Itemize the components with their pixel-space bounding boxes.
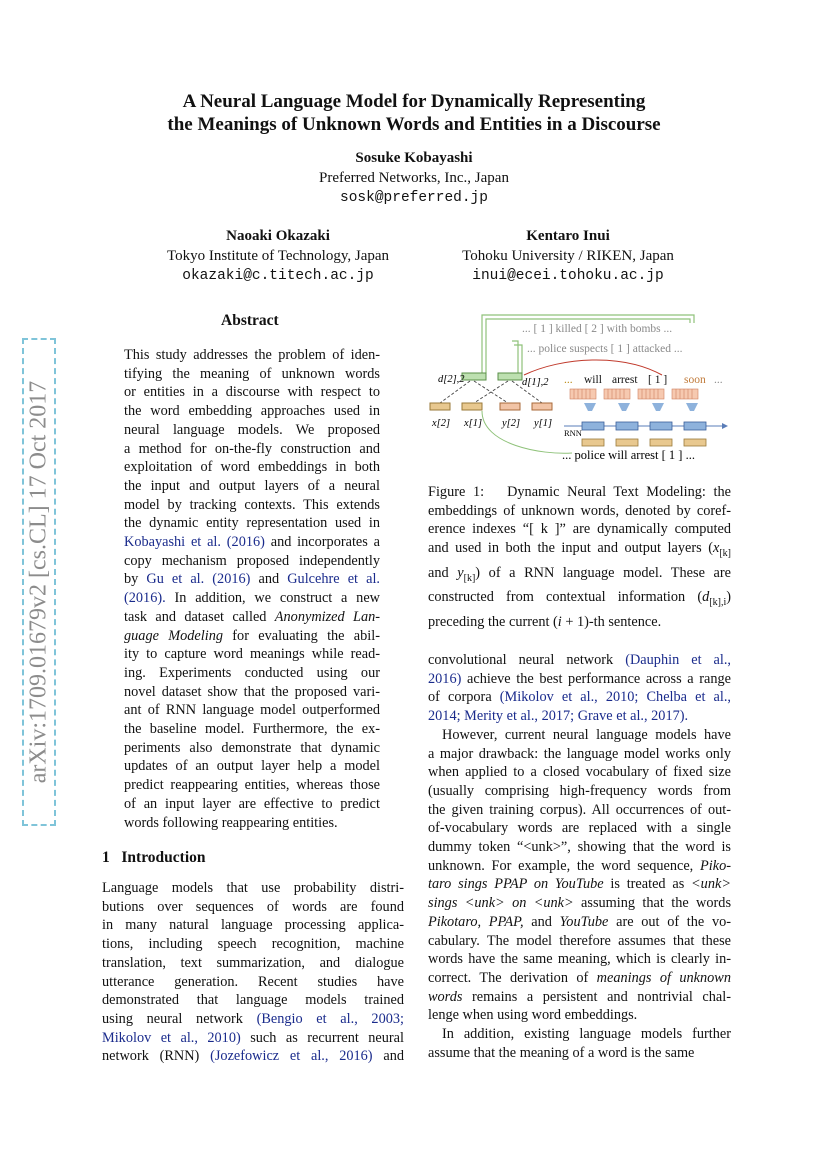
citation-link[interactable]: (Mikolov et al., 2010; <box>499 689 639 706</box>
abstract-line: Kobayashi et al. (2016) and incorporates a <box>124 534 380 551</box>
citation-link[interactable]: (Jozefowicz et al., 2016) <box>210 1048 373 1065</box>
author-name: Kentaro Inui <box>526 228 610 244</box>
author-affiliation: Tohoku University / RIKEN, Japan <box>462 248 674 264</box>
row-token: soon <box>684 374 706 386</box>
intro-line: in many natural language processing applica- <box>102 917 404 934</box>
input-box <box>650 439 672 446</box>
d-box-1 <box>498 373 522 380</box>
attention-funnels <box>584 403 698 411</box>
citation-link[interactable]: Kobayashi et al. (2016) <box>124 534 265 551</box>
row-token: will <box>584 374 602 386</box>
x-label-1: x[1] <box>464 418 483 429</box>
citation-link[interactable]: Gu et al. (2016) <box>146 571 251 588</box>
abstract-line: the input and output layers of a neural <box>124 477 380 494</box>
author-name: Sosuke Kobayashi <box>355 150 473 166</box>
input-box <box>684 439 706 446</box>
citation-link[interactable]: Chelba et al., <box>646 689 731 706</box>
abstract-body <box>124 346 380 832</box>
abstract-line: a method for on-the-fly construction and <box>124 440 380 457</box>
citation-link[interactable]: 2016) <box>428 670 462 687</box>
abstract-line: tifying the meaning of unknown words <box>124 365 380 382</box>
abstract-line: the baseline model. Furthermore, the ex- <box>124 721 380 738</box>
abstract-line: the word embedding approaches used in <box>124 403 380 420</box>
abstract-line: model by tracking contexts. This extends <box>124 496 380 513</box>
current-sentence: ... police will arrest [ 1 ] ... <box>562 448 695 462</box>
intro-line: demonstrated that language models trained <box>102 992 404 1009</box>
abstract-line: neural language models. We proposed <box>124 421 380 438</box>
section-title: Introduction <box>121 849 206 866</box>
section-number: 1 <box>102 849 110 866</box>
context-sentence-2: ... police suspects [ 1 ] attacked ... <box>527 343 683 355</box>
abstract-line: updates of an output layer help a model <box>124 758 380 775</box>
intro-line: tions, including speech recognition, machine <box>102 936 404 953</box>
author-block-3 <box>418 226 718 286</box>
author-email[interactable]: inui@ecei.tohoku.ac.jp <box>472 268 664 284</box>
figure-1-diagram <box>422 305 740 470</box>
figure-1-caption: Figure 1: Dynamic Neural Text Modeling: the embeddings of unknown words, denoted by coref- erence indexes “[ k ]” are dynamically computed and used in both the input and output layers ($x_{[k]}$ and $y_{[k]}$) of a RNN language model. These are constructed from contextual information $(d_{[k],i})$ preceding the current (i + 1)-th sentence. <box>428 484 731 630</box>
title-line-1: A Neural Language Model for Dynamically Representing <box>182 91 646 112</box>
abstract-line: or entities in a discourse with respect to <box>124 384 380 401</box>
x-box-2 <box>430 403 450 410</box>
d-label-2: d[2],2 <box>438 374 465 385</box>
author-block-1 <box>214 148 614 208</box>
intro-line: Language models that use probability distri- <box>102 880 404 896</box>
abstract-line: copy mechanism proposed independently <box>124 552 380 569</box>
introduction-body <box>102 879 404 1066</box>
input-box <box>616 439 638 446</box>
author-name: Naoaki Okazaki <box>226 228 330 244</box>
citation-link[interactable]: Merity et al., 2017; <box>464 708 575 725</box>
abstract-line: by Gu et al. (2016) and Gulcehre et al. <box>124 571 380 588</box>
intro-line: butions over sequences of words are found <box>102 898 404 915</box>
abstract-line: ing. Experiments conducted using our <box>124 664 380 681</box>
rnn-label: RNN <box>564 428 582 438</box>
section-heading-introduction <box>102 849 206 867</box>
citation-link[interactable]: (2016). <box>124 590 166 607</box>
y-box-1 <box>532 403 552 410</box>
caption-label: Figure 1: <box>428 484 485 500</box>
title-line-2: the Meanings of Unknown Words and Entities in a Discourse <box>167 114 661 135</box>
rnn-cell <box>616 422 638 430</box>
rnn-cell <box>650 422 672 430</box>
abstract-line: exploitation of word embeddings in both <box>124 459 380 476</box>
y-box-2 <box>500 403 520 410</box>
intro-line: utterance generation. Recent studies have <box>102 973 404 990</box>
row-token: [ 1 ] <box>648 374 668 386</box>
abstract-line: guage Modeling for evaluating the abil- <box>124 627 381 644</box>
rnn-arrowhead <box>722 423 728 429</box>
x-box-1 <box>462 403 482 410</box>
citation-link[interactable]: (Bengio et al., 2003; <box>256 1010 404 1027</box>
abstract-line: periments also demonstrate that dynamic <box>124 739 380 756</box>
intro-line: network (RNN) (Jozefowicz et al., 2016) and <box>102 1048 404 1065</box>
intro-line: Mikolov et al., 2010) such as recurrent neural <box>102 1029 404 1046</box>
row-token: ... <box>714 374 723 386</box>
citation-link[interactable]: (Dauphin et al., <box>625 652 732 668</box>
abstract-line: words following reappearing entities. <box>124 814 338 831</box>
intro-line: using neural network (Bengio et al., 2003; <box>102 1010 404 1027</box>
rnn-cell <box>582 422 604 430</box>
citation-link[interactable]: 2014; <box>428 708 461 725</box>
row-token: arrest <box>612 374 638 386</box>
feedback-line <box>512 341 518 373</box>
output-distribution <box>570 389 698 399</box>
abstract-line: task and dataset called Anonymized Lan- <box>124 608 381 625</box>
author-email[interactable]: sosk@preferred.jp <box>340 190 488 206</box>
abstract-line: of an input layer are effective to predict <box>124 795 380 812</box>
abstract-line: (2016). In addition, we construct a new <box>124 590 381 607</box>
abstract-line: ity to capture word meanings while read- <box>124 646 380 663</box>
entity-arc <box>524 360 662 375</box>
citation-link[interactable]: Mikolov et al., 2010) <box>102 1029 241 1046</box>
intro-line: translation, text summarization, and dialogue <box>102 954 404 971</box>
arxiv-identifier-box[interactable] <box>22 338 56 826</box>
context-sentence-1: ... [ 1 ] killed [ 2 ] with bombs ... <box>522 323 673 335</box>
arxiv-identifier[interactable]: arXiv:1709.01679v2 [cs.CL] 17 Oct 2017 <box>25 380 52 784</box>
y-label-2: y[2] <box>502 418 521 429</box>
abstract-line: the dynamic entity representation used in <box>124 515 380 532</box>
y-label-1: y[1] <box>534 418 553 429</box>
abstract-line: novel dataset show that the proposed vari- <box>124 683 380 700</box>
input-box <box>582 439 604 446</box>
author-affiliation: Preferred Networks, Inc., Japan <box>319 170 509 186</box>
d-label-1: d[1],2 <box>522 377 549 388</box>
row-token: ... <box>564 374 573 386</box>
paper-title <box>0 90 828 136</box>
author-affiliation: Tokyo Institute of Technology, Japan <box>166 248 390 264</box>
citation-link[interactable]: Gulcehre et al. <box>287 571 380 588</box>
right-column-body: convolutional neural network (Dauphin et al., 2016) achieve the best performance across a range of corpora (Mikolov et al., 2010; Chelba et al., 2014; Merity et al., 2017; Grave et al., 2017). However, current neural language models have a major drawback: the language model works only when applied to a closed vocabulary of fixed size (usually comprising high-frequency words from the given training corpus). All occurrences of out- of-vocabulary words are replaced with a single dummy token “<unk>”, showing that the word is unknown. For example, the word sequence, Piko- taro sings PPAP on YouTube is treated as <unk> sings <unk> on <unk> assuming that the words Pikotaro, PPAP, and YouTube are out of the vo- cabulary. The model therefore assumes that these words have the same meaning, which is clearly in- correct. The derivation of meanings of unknown words remains a persistent and nontrivial chal- lenge when using word embeddings. In addition, existing language models further assume that the meaning of a word is the same <box>428 652 732 1061</box>
x-label-2: x[2] <box>432 418 451 429</box>
rnn-cell <box>684 422 706 430</box>
author-block-2 <box>128 226 428 286</box>
feedback-line <box>482 411 572 453</box>
abstract-heading: Abstract <box>221 312 279 329</box>
d-box-2 <box>462 373 486 380</box>
citation-link[interactable]: Grave et al., 2017). <box>577 708 689 725</box>
author-email[interactable]: okazaki@c.titech.ac.jp <box>182 268 374 284</box>
abstract-line: predict reappearing entities, whereas those <box>124 777 380 794</box>
abstract-line: This study addresses the problem of iden- <box>124 347 380 363</box>
abstract-line: ant of RNN language model outperformed <box>124 702 380 719</box>
